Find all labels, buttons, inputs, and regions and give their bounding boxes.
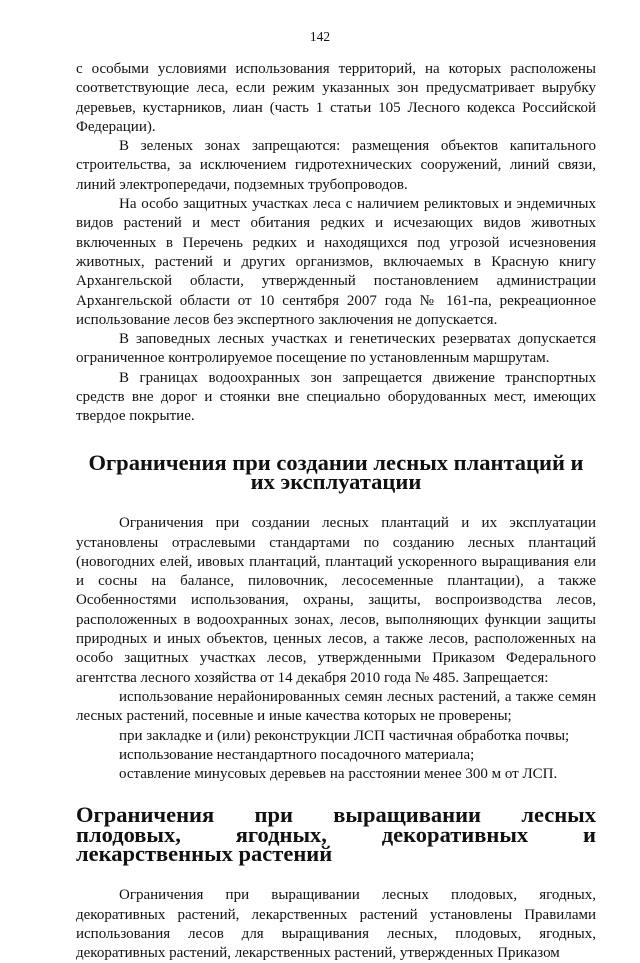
list-item: использование нерайонированных семян лесных растений, а также семян лесных растений, посевные и иные качества которых не проверены;: [76, 688, 596, 725]
list-item: при закладке и (или) реконструкции ЛСП частичная обработка почвы;: [119, 727, 570, 744]
paragraph-plantations-intro: Ограничения при создании лесных плантаций и их эксплуатации установлены отраслевыми стандартами по созданию лесных плантаций (новогодних елей, ивовых плантаций, плантаций ускоренного выращивания ели и сосны на балансе, пиловочник, лесосеменные плантации), а также Особенностями использования, охраны, защиты, воспроизводства лесов, расположенных в водоохранных зонах, лесов, выполняющих функции защиты природных и иных объектов, ценных лесов, а также лесов, расположенных на особо защитных участках лесов, утвержденными Приказом Федерального агентства лесного хозяйства от 14 декабря 2010 года № 485. Запрещается:: [76, 515, 596, 686]
paragraph-water-zones: В границах водоохранных зон запрещается движение транспортных средств вне дорог и стоянки вне специально оборудованных мест, имеющих твердое покрытие.: [76, 369, 596, 425]
page-number: 142: [309, 29, 331, 44]
section-heading-cultivation: Ограничения при выращивании лесных плодовых, ягодных, декоративных и лекарственных растений: [76, 802, 596, 866]
paragraph-protected-areas: На особо защитных участках леса с наличием реликтовых и эндемичных видов растений и мест обитания редких и исчезающих видов животных включенных в Перечень редких и находящихся под угрозой исчезновения животных, растений и других организмов, включаемых в Красную книгу Архангельской области, утвержденный постановлением администрации Архангельской области от 10 сентября 2007 года № 161-па, рекреационное использование лесов без экспертного заключения не допускается.: [76, 196, 596, 328]
paragraph-green-zones: В зеленых зонах запрещаются: размещения объектов капитального строительства, за исключением гидротехнических сооружений, линий связи, линий электропередачи, подземных трубопроводов.: [76, 138, 596, 193]
paragraph-reserves: В заповедных лесных участках и генетических резерватах допускается ограниченное контролируемое посещение по установленным маршрутам.: [76, 331, 596, 367]
section-heading-plantations: Ограничения при создании лесных плантаций и их эксплуатации: [88, 449, 584, 494]
list-item: использование нестандартного посадочного материала;: [119, 746, 475, 763]
page-content: [76, 60, 596, 963]
paragraph-continuation: с особыми условиями использования территорий, на которых расположены соответствующие леса, если режим указанных зон предусматривает вырубку деревьев, кустарников, лиан (часть 1 статьи 105 Лесного кодекса Российской Федерации).: [76, 61, 596, 135]
paragraph-cultivation-intro: Ограничения при выращивании лесных плодовых, ягодных, декоративных растений, лекарственных растений установлены Правилами использования лесов для выращивания лесных, плодовых, ягодных, декоративных растений, лекарственных растений, утвержденных Приказом: [76, 887, 596, 962]
list-item: оставление минусовых деревьев на расстоянии менее 300 м от ЛСП.: [119, 766, 558, 783]
